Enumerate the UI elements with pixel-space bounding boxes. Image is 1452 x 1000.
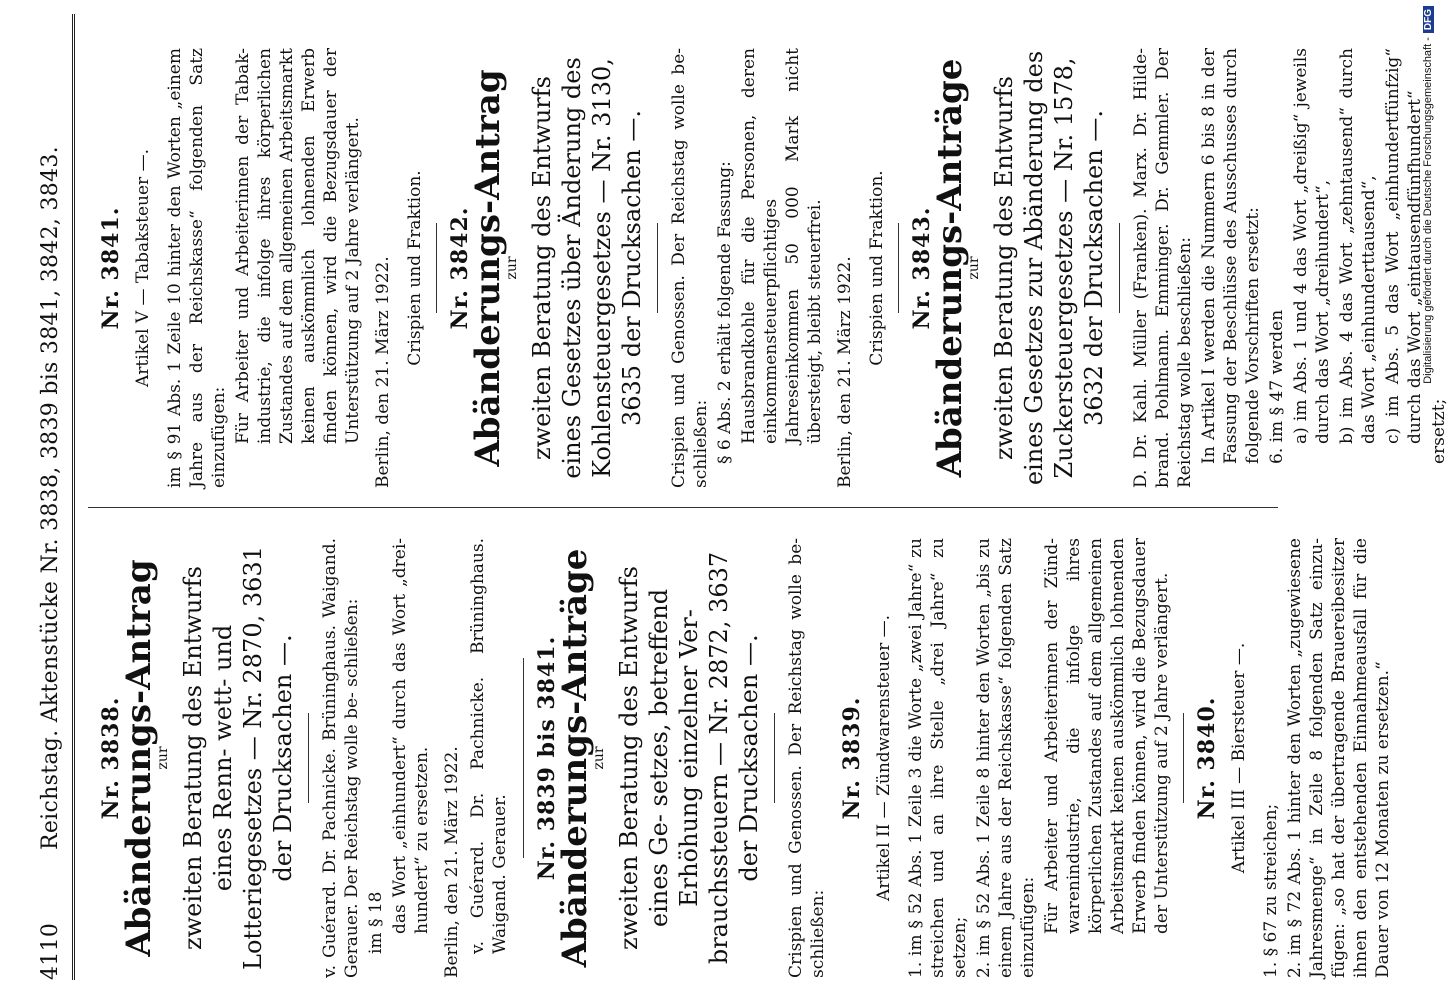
list-item: c) im Abs. 5 das Wort „einhundertfünfzig“ durch das Wort „eintausendfünfhundert“ [1383, 48, 1425, 444]
list-item: 6. im § 47 werden [1267, 309, 1287, 464]
digitization-note [1422, 6, 1440, 1000]
article-heading: Artikel V — Tabaksteuer —. [133, 149, 153, 387]
section-zur: zur [155, 746, 171, 770]
list-item: 2. im § 52 Abs. 1 Zeile 8 hinter den Worten „bis zu einem Jahre aus der Reichskasse“ folgenden Satz einzufügen: [974, 538, 1038, 978]
section-zur: zur [966, 256, 982, 280]
running-title: Reichstag. Aktenstücke Nr. 3838, 3839 bis 3841, 3842, 3843. [38, 146, 63, 850]
list-item: a) im Abs. 1 und 4 das Wort „dreißig“ jeweils durch das Wort „dreihundert“, [1291, 48, 1333, 444]
article-heading: Artikel II — Zündwarensteuer —. [874, 614, 894, 902]
digitization-text: Digitalisierung gefördert durch die Deutsche Forschungsgemeinschaft - [1422, 37, 1434, 384]
list-item: 2. im § 72 Abs. 1 hinter den Worten „zugewiesene Jahresmenge“ in Zeile 8 folgenden Satz einzu- fügen: „so hat der übertragende Brauereibesitzer ihnen den entstehenden Einnahmeausfall für die Dauer von 12 Monaten zu ersetzen.“ [1285, 538, 1393, 978]
paragraph-text: In Artikel I werden die Nummern 6 bis 8 in der Fassung der Beschlüsse des Ausschusses durch folgende Vorschriften ersetzt: [1199, 48, 1263, 464]
section-number: Nr. 3839 bis 3841. [534, 635, 560, 881]
motion-text: Crispien und Genossen. Der Reichstag wolle be- schließen: [669, 48, 711, 488]
paragraph-ref: im § 18 [366, 891, 386, 954]
section-number: Nr. 3842. [447, 206, 473, 330]
section-zur: zur [504, 256, 520, 280]
article-heading: Artikel III — Biersteuer —. [1229, 642, 1249, 874]
section-zur: zur [591, 746, 607, 770]
separator [1183, 713, 1184, 803]
page-number: 4110 [38, 922, 63, 980]
quoted-text: Hausbrandkohle für die Personen, deren einkommensteuerpflichtiges Jahreseinkommen 50 000 Mark nicht übersteigt, bleibt steuerfrei. [739, 48, 825, 444]
section-number: Nr. 3839. [839, 696, 865, 820]
right-column [88, 48, 1452, 488]
signers: v. Guérard. Dr. Pachnicke. Brüninghaus. Waigand. Gerauer. [468, 538, 510, 954]
left-column [88, 538, 1396, 978]
section-heading: Abänderungs-Anträge [930, 58, 970, 478]
motion-text: v. Guérard. Dr. Pachnicke. Brüninghaus. Waigand. Gerauer. Der Reichstag wolle be- schließen: [320, 538, 362, 978]
quoted-text: Für Arbeiter und Arbeiterinnen der Zünd- warenindustrie, die infolge ihres körperlichen Zustandes auf dem allgemeinen Arbeitsmarkt keinen auskömmlich lohnenden Erwerb finden können, wird die Bezugsdauer der Unterstützung auf 2 Jahre verlängert. [1042, 538, 1172, 934]
section-heading: Abänderungs-Antrag [468, 69, 508, 467]
section-heading: Abänderungs-Anträge [555, 548, 595, 968]
signers: Crispien und Fraktion. [405, 170, 425, 366]
date-line: Berlin, den 21. März 1922. [373, 256, 393, 488]
section-number: Nr. 3843. [909, 206, 935, 330]
motion-text: D. Dr. Kahl. Müller (Franken). Marx. Dr. Hilde- brand. Pohlmann. Emminger. Dr. Gemmler. Der Reichstag wolle beschließen: [1131, 48, 1195, 488]
header-rule [72, 14, 75, 980]
column-divider [88, 507, 1278, 508]
dfg-logo: DFG [1423, 6, 1434, 33]
list-item: b) im Abs. 4 das Wort „zehntausend“ durch das Wort „einhunderttausend“, [1337, 48, 1379, 444]
paragraph-ref: § 6 Abs. 2 erhält folgende Fassung: [715, 161, 735, 464]
separator [1119, 223, 1120, 313]
section-title: zweiten Beratung des Entwurfs eines Gesetzes über Änderung des Kohlensteuergesetzes — Nr. 3130, 3635 der Drucksachen —. [528, 57, 646, 479]
section-number: Nr. 3841. [98, 206, 124, 330]
motion-text: Crispien und Genossen. Der Reichstag wolle be- schließen: [786, 538, 828, 978]
separator [657, 223, 658, 313]
section-title: zweiten Beratung des Entwurfs eines Renn- wett- und Lotteriegesetzes — Nr. 2870, 3631 der Drucksachen —. [179, 546, 297, 970]
date-line: Berlin, den 21. März 1922. [442, 746, 462, 978]
section-title: zweiten Beratung des Entwurfs eines Gesetzes zur Abänderung des Zuckersteuergesetzes — Nr. 1578, 3632 der Drucksachen —. [990, 50, 1108, 486]
section-number: Nr. 3840. [1194, 696, 1220, 820]
separator [308, 713, 309, 803]
separator [523, 658, 524, 858]
page-header [38, 20, 70, 980]
section-heading: Abänderungs-Antrag [119, 559, 159, 957]
quoted-text: Für Arbeiter und Arbeiterinnen der Tabak- industrie, die infolge ihres körperlichen Zustandes auf dem allgemeinen Arbeitsmarkt keinen auskömmlich lohnenden Erwerb finden können, wird die Bezugsdauer der Unterstützung auf 2 Jahre verlängert. [233, 48, 363, 444]
separator [898, 223, 899, 313]
separator [774, 713, 775, 803]
list-item: 1. im § 52 Abs. 1 Zeile 3 die Worte „zwei Jahre“ zu streichen und an ihre Stelle „drei Jahre“ zu setzen; [906, 538, 970, 978]
date-line: Berlin, den 21. März 1922. [835, 256, 855, 488]
list-item: 1. § 67 zu streichen; [1261, 803, 1281, 978]
separator [436, 223, 437, 313]
section-title: zweiten Beratung des Entwurfs eines Ge- setzes, betreffend Erhöhung einzelner Ver- brauchssteuern — Nr. 2872, 3637 der Drucksachen —. [615, 551, 763, 965]
signers: Crispien und Fraktion. [867, 170, 887, 366]
list-item-end: ersetzt; [1429, 398, 1449, 464]
paragraph-text: das Wort „einhundert“ durch das Wort „drei- hundert“ zu ersetzen. [390, 538, 432, 934]
paragraph-text: im § 91 Abs. 1 Zeile 10 hinter den Worten „einem Jahre aus der Reichskasse“ folgenden Satz einzufügen: [165, 48, 229, 488]
section-number: Nr. 3838. [98, 696, 124, 820]
